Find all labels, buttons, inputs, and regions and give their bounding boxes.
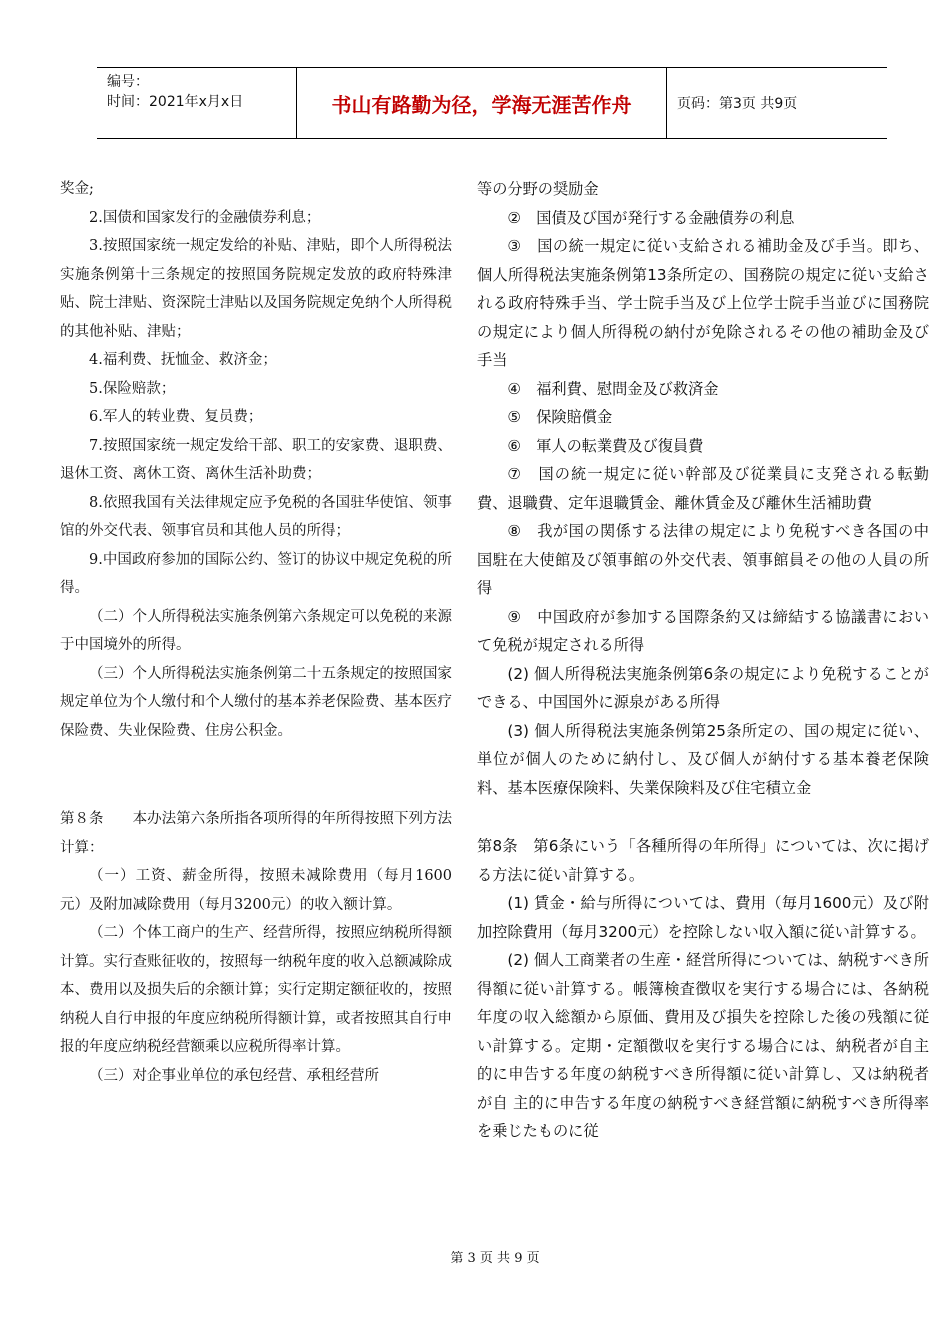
left-paragraph: 6.军人的转业费、复员费； (89, 409, 263, 425)
japanese-text-column (477, 175, 929, 1146)
right-paragraph: ③ 国の統一規定に従い支給される補助金及び手当。即ち、個人所得税法実施条例第13条所定の、国務院の規定に従い支給される政府特殊手当、学士院手当及び上位学士院手当並びに国務院の規定により個人所得税の納付が免除されるその他の補助金及び手当 (477, 237, 929, 369)
section-gap (477, 802, 929, 832)
right-paragraph: ⑧ 我が国の関係する法律の規定により免税すべき各国の中国駐在大使館及び領事館の外交代表、領事館員その他の人員の所得 (477, 522, 929, 597)
left-paragraph: （三）对企事业单位的承包经营、承租经营所 (89, 1067, 379, 1084)
right-paragraph: ⑦ 国の統一規定に従い幹部及び従業員に支発される転勤費、退職費、定年退職賃金、離休賃金及び離休生活補助費 (477, 465, 929, 512)
article-8-heading: 第８条 本办法第六条所指各项所得的年所得按照下列方法计算： (60, 811, 452, 856)
right-paragraph: (3) 個人所得税法実施条例第25条所定の、国の規定に従い、単位が個人のために納付し、及び個人が納付する基本養老保険料、基本医療保険料、失業保険料及び住宅積立金 (477, 721, 929, 797)
left-paragraph: 7.按照国家统一规定发给干部、职工的安家费、退职费、退休工资、离休工资、离休生活补助费； (60, 437, 452, 482)
section-gap (60, 745, 452, 805)
left-paragraph: 9.中国政府参加的国际公约、签订的协议中规定免税的所得。 (60, 551, 452, 596)
right-paragraph: (2) 個人所得税法実施条例第6条の規定により免税することができる、中国国外に源泉がある所得 (477, 664, 929, 711)
page-header (97, 67, 887, 139)
chinese-text-column (60, 175, 452, 1090)
right-paragraph: ⑥ 軍人の転業費及び復員費 (507, 436, 704, 455)
right-paragraph: (1) 賃金・給与所得については、費用（毎月1600元）及び附加控除費用（毎月3200元）を控除しない収入額に従い計算する。 (477, 894, 929, 941)
right-paragraph: (2) 個人工商業者の生産・経営所得については、納税すべき所得額に従い計算する。帳簿検査徴収を実行する場合には、各納税年度の収入総額から原価、費用及び損失を控除した後の残額に従い計算する。定期・定額徴収を実行する場合には、納税者が自主的に申告する年度の納税すべき所得額に従い計算し、又は納税者が自 主的に申告する年度の納税すべき経営額に納税すべき所得率を乗じたものに従 (477, 951, 929, 1140)
page-footer: 第 3 页 共 9 页 (450, 1251, 540, 1266)
right-paragraph: ② 国債及び国が発行する金融債券の利息 (507, 208, 795, 227)
left-paragraph: 8.依照我国有关法律规定应予免税的各国驻华使馆、领事馆的外交代表、领事官员和其他人员的所得； (60, 494, 452, 539)
left-paragraph: （二）个人所得税法实施条例第六条规定可以免税的来源于中国境外的所得。 (60, 608, 452, 653)
right-paragraph: ⑨ 中国政府が参加する国際条約又は締結する協議書において免税が規定される所得 (477, 607, 929, 654)
right-paragraph: ④ 福利費、慰問金及び救済金 (507, 379, 719, 398)
left-paragraph: 5.保险赔款； (89, 380, 176, 397)
document-time-label: 时间：2021年x月x日 (107, 94, 244, 110)
right-paragraph: ⑤ 保険賠償金 (507, 408, 613, 426)
header-page-number: 页码：第3页 共9页 (677, 96, 798, 112)
article-8-heading-ja: 第8条 第6条にいう「各種所得の年所得」については、次に掲げる方法に従い計算する。 (477, 837, 929, 884)
left-paragraph: 4.福利费、抚恤金、救济金； (89, 352, 277, 368)
left-paragraph: （二）个体工商户的生产、经营所得，按照应纳税所得额计算。实行查账征收的，按照每一纳税年度的收入总额减除成本、费用以及损失后的余额计算；实行定期定额征收的，按照纳税人自行申报的年度应纳税所得额计算，或者按照其自行申报的年度应纳税经营额乘以应税所得率计算。 (60, 925, 452, 1055)
left-paragraph: 奖金; (60, 181, 94, 197)
header-meta (97, 68, 297, 138)
left-paragraph: （一）工资、薪金所得，按照未减除费用（每月1600元）及附加减除费用（每月3200元）的收入额计算。 (60, 868, 452, 913)
left-paragraph: 2.国债和国家发行的金融债券利息； (89, 209, 321, 226)
header-motto: 书山有路勤为径，学海无涯苦作舟 (297, 68, 667, 138)
left-paragraph: （三）个人所得税法实施条例第二十五条规定的按照国家规定单位为个人缴付和个人缴付的基本养老保险费、基本医疗保险费、失业保险费、住房公积金。 (60, 665, 452, 739)
right-paragraph: 等の分野の奨励金 (477, 180, 599, 198)
document-number-label: 编号： (107, 74, 149, 90)
left-paragraph: 3.按照国家统一规定发给的补贴、津贴，即个人所得税法实施条例第十三条规定的按照国务院规定发放的政府特殊津贴、院士津贴、资深院士津贴以及国务院规定免纳个人所得税的其他补贴、津贴； (60, 238, 452, 340)
